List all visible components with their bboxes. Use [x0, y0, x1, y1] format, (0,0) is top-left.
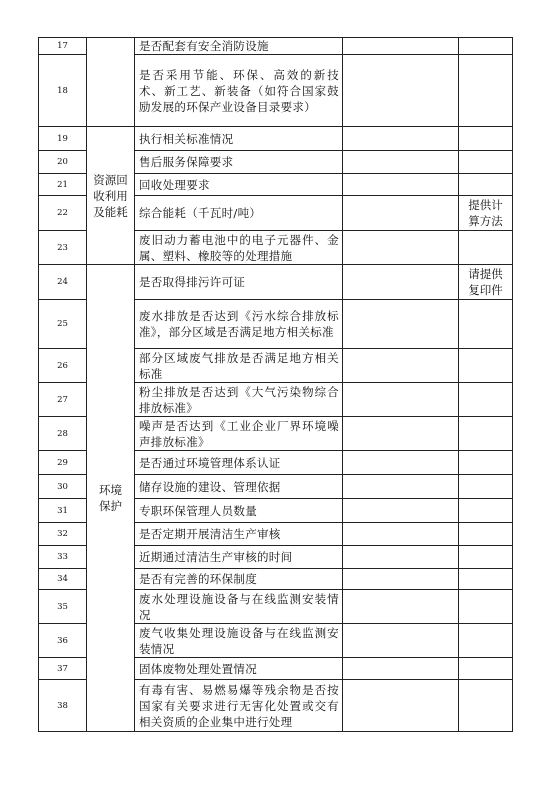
category-cell: [87, 265, 135, 732]
note-cell: [459, 38, 513, 55]
survey-table: [38, 37, 513, 732]
row-number: 29: [39, 451, 87, 475]
item-description: 是否取得排污许可证: [135, 265, 343, 300]
response-cell[interactable]: [343, 546, 459, 569]
note-cell: [459, 658, 513, 680]
row-number: 30: [39, 475, 87, 499]
note-cell: [459, 523, 513, 546]
row-number: 22: [39, 196, 87, 231]
note-cell: [459, 546, 513, 569]
item-description: 是否有完善的环保制度: [135, 569, 343, 590]
note-cell: [459, 569, 513, 590]
row-number: 37: [39, 658, 87, 680]
row-number: 32: [39, 523, 87, 546]
item-description: 固体废物处理处置情况: [135, 658, 343, 680]
note-cell: [459, 383, 513, 417]
row-number: 21: [39, 174, 87, 196]
item-description: 废水排放是否达到《污水综合排放标准》，部分区域是否满足地方相关标准: [135, 300, 343, 349]
row-number: 25: [39, 300, 87, 349]
row-number: 28: [39, 417, 87, 451]
item-description: 噪声是否达到《工业企业厂界环境噪声排放标准》: [135, 417, 343, 451]
response-cell[interactable]: [343, 451, 459, 475]
note-cell: [459, 475, 513, 499]
response-cell[interactable]: [343, 300, 459, 349]
row-number: 17: [39, 38, 87, 55]
row-number: 35: [39, 590, 87, 624]
table-row: [39, 127, 513, 151]
response-cell[interactable]: [343, 55, 459, 127]
response-cell[interactable]: [343, 349, 459, 383]
table-body: [39, 38, 513, 732]
response-cell[interactable]: [343, 196, 459, 231]
item-description: 回收处理要求: [135, 174, 343, 196]
response-cell[interactable]: [343, 523, 459, 546]
item-description: 专职环保管理人员数量: [135, 499, 343, 523]
table-row: [39, 38, 513, 55]
row-number: 18: [39, 55, 87, 127]
response-cell[interactable]: [343, 151, 459, 174]
response-cell[interactable]: [343, 475, 459, 499]
row-number: 26: [39, 349, 87, 383]
item-description: 废水处理设施设备与在线监测安装情况: [135, 590, 343, 624]
response-cell[interactable]: [343, 680, 459, 732]
response-cell[interactable]: [343, 569, 459, 590]
note-cell: [459, 231, 513, 265]
response-cell[interactable]: [343, 624, 459, 658]
response-cell[interactable]: [343, 417, 459, 451]
response-cell[interactable]: [343, 383, 459, 417]
note-cell: [459, 196, 513, 231]
note-cell: [459, 451, 513, 475]
response-cell[interactable]: [343, 174, 459, 196]
note-cell: [459, 590, 513, 624]
item-description: 是否采用节能、环保、高效的新技术、新工艺、新装备（如符合国家鼓励发展的环保产业设备目录要求）: [135, 55, 343, 127]
item-description: 是否配套有安全消防设施: [135, 38, 343, 55]
note-text: 提供计算方法: [468, 198, 503, 228]
item-description: 执行相关标准情况: [135, 127, 343, 151]
note-cell: [459, 499, 513, 523]
note-cell: [459, 265, 513, 300]
response-cell[interactable]: [343, 590, 459, 624]
category-cell: [87, 38, 135, 127]
row-number: 33: [39, 546, 87, 569]
note-cell: [459, 151, 513, 174]
note-cell: [459, 174, 513, 196]
category-label: 资源回收利用及能耗: [93, 172, 128, 219]
item-description: 粉尘排放是否达到《大气污染物综合排放标准》: [135, 383, 343, 417]
note-text: 请提供复印件: [468, 267, 503, 297]
row-number: 20: [39, 151, 87, 174]
item-description: 是否定期开展清洁生产审核: [135, 523, 343, 546]
response-cell[interactable]: [343, 38, 459, 55]
item-description: 废旧动力蓄电池中的电子元器件、金属、塑料、橡胶等的处理措施: [135, 231, 343, 265]
item-description: 近期通过清洁生产审核的时间: [135, 546, 343, 569]
note-cell: [459, 349, 513, 383]
response-cell[interactable]: [343, 231, 459, 265]
row-number: 34: [39, 569, 87, 590]
table-row: [39, 265, 513, 300]
item-description: 废气收集处理设施设备与在线监测安装情况: [135, 624, 343, 658]
note-cell: [459, 680, 513, 732]
response-cell[interactable]: [343, 127, 459, 151]
response-cell[interactable]: [343, 265, 459, 300]
row-number: 19: [39, 127, 87, 151]
row-number: 27: [39, 383, 87, 417]
note-cell: [459, 127, 513, 151]
note-cell: [459, 624, 513, 658]
item-description: 综合能耗（千瓦时/吨）: [135, 196, 343, 231]
row-number: 36: [39, 624, 87, 658]
row-number: 31: [39, 499, 87, 523]
note-cell: [459, 55, 513, 127]
row-number: 38: [39, 680, 87, 732]
item-description: 有毒有害、易燃易爆等残余物是否按国家有关要求进行无害化处置或交有相关资质的企业集中进行处理: [135, 680, 343, 732]
response-cell[interactable]: [343, 499, 459, 523]
row-number: 24: [39, 265, 87, 300]
item-description: 是否通过环境管理体系认证: [135, 451, 343, 475]
item-description: 售后服务保障要求: [135, 151, 343, 174]
note-cell: [459, 417, 513, 451]
note-cell: [459, 300, 513, 349]
item-description: 储存设施的建设、管理依据: [135, 475, 343, 499]
item-description: 部分区域废气排放是否满足地方相关标准: [135, 349, 343, 383]
row-number: 23: [39, 231, 87, 265]
category-label: 环境保护: [99, 483, 122, 513]
category-cell: [87, 127, 135, 265]
response-cell[interactable]: [343, 658, 459, 680]
